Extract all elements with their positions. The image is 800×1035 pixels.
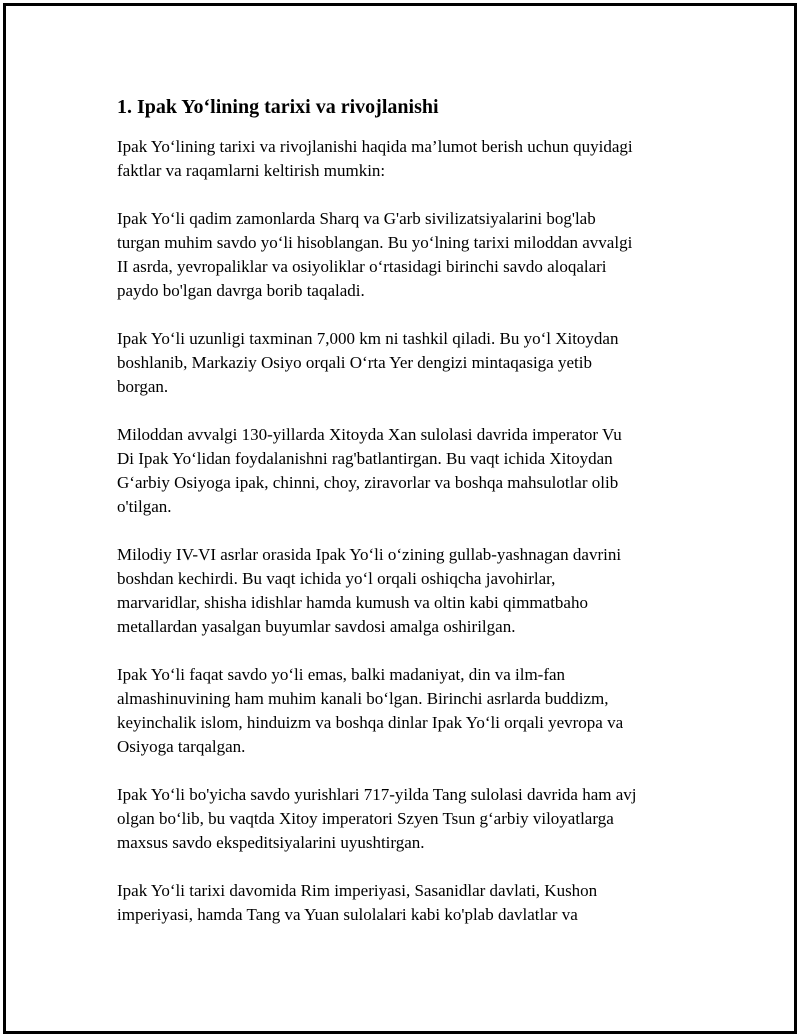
paragraph-states: Ipak Yo‘li tarixi davomida Rim imperiyasi, Sasanidlar davlati, Kushon imperiyasi, hamda Tang va Yuan sulolalari kabi ko'plab davlatlar va — [117, 881, 598, 924]
document-body — [117, 95, 697, 927]
paragraph-origins: Ipak Yo‘li qadim zamonlarda Sharq va G'arb sivilizatsiyalarini bog'lab turgan muhim savdo yo‘li hisoblangan. Bu yo‘lning tarixi miloddan avvalgi II asrda, yevropaliklar va osiyoliklar o‘rtasidagi birinchi savdo aloqalari paydo bo'lgan davrga borib taqaladi. — [117, 209, 633, 300]
paragraph-golden-age: Milodiy IV-VI asrlar orasida Ipak Yo‘li o‘zining gullab-yashnagan davrini boshdan kechirdi. Bu vaqt ichida yo‘l orqali oshiqcha javohirlar, marvaridlar, shisha idishlar hamda kumush va oltin kabi qimmatbaho metallardan yasalgan buyumlar savdosi amalga oshirilgan. — [117, 545, 622, 636]
paragraph-tang-dynasty: Ipak Yo‘li bo'yicha savdo yurishlari 717-yilda Tang sulolasi davrida ham avj olgan bo‘lib, bu vaqtda Xitoy imperatori Szyen Tsun g‘arbiy viloyatlarga maxsus savdo ekspeditsiyalarini uyushtirgan. — [117, 785, 637, 852]
paragraph-culture-exchange: Ipak Yo‘li faqat savdo yo‘li emas, balki madaniyat, din va ilm-fan almashinuvining ham muhim kanali bo‘lgan. Birinchi asrlarda buddizm, keyinchalik islom, hinduizm va boshqa dinlar Ipak Yo‘li orqali yevropa va Osiyoga tarqalgan. — [117, 665, 624, 756]
paragraph-intro: Ipak Yo‘lining tarixi va rivojlanishi haqida ma’lumot berish uchun quyidagi faktlar va raqamlarni keltirish mumkin: — [117, 137, 633, 180]
section-heading: 1. Ipak Yo‘lining tarixi va rivojlanishi — [117, 96, 439, 118]
paragraph-han-dynasty: Miloddan avvalgi 130-yillarda Xitoyda Xan sulolasi davrida imperator Vu Di Ipak Yo‘lidan foydalanishni rag'batlantirgan. Bu vaqt ichida Xitoydan G‘arbiy Osiyoga ipak, chinni, choy, ziravorlar va boshqa mahsulotlar olib o'tilgan. — [117, 425, 622, 516]
paragraph-length: Ipak Yo‘li uzunligi taxminan 7,000 km ni tashkil qiladi. Bu yo‘l Xitoydan boshlanib, Markaziy Osiyo orqali O‘rta Yer dengizi mintaqasiga yetib borgan. — [117, 329, 619, 396]
